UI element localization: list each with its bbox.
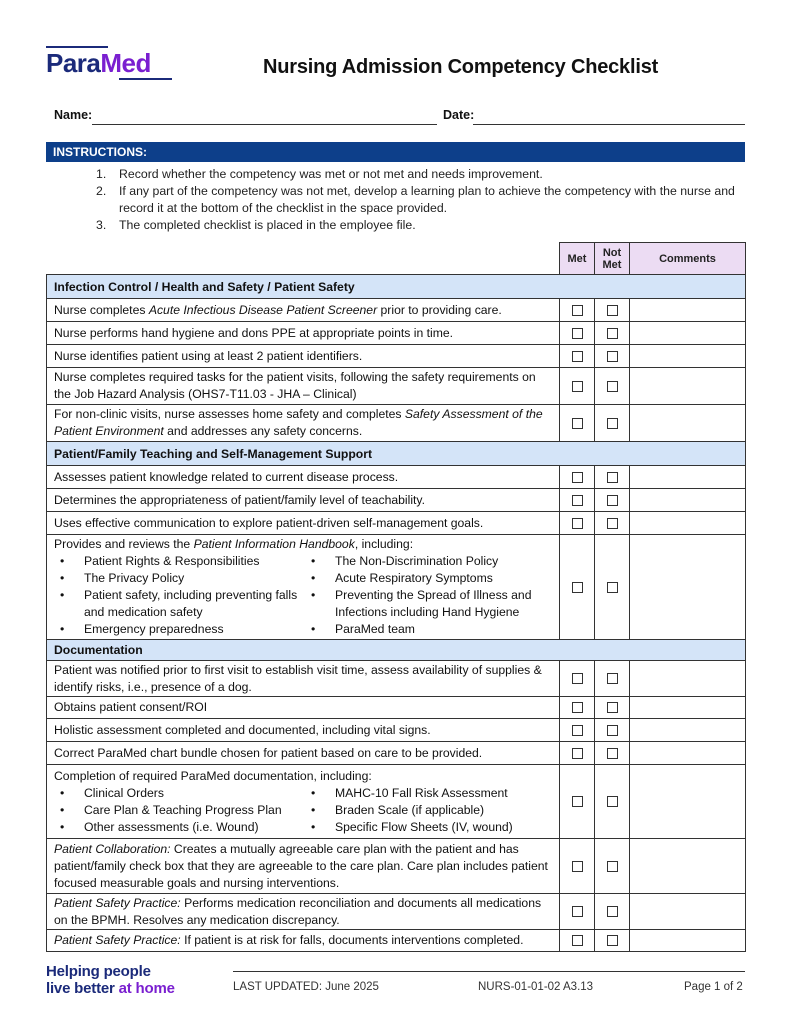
page-number: Page 1 of 2: [684, 981, 743, 993]
competency-text: [54, 768, 552, 785]
met-cell: [559, 838, 595, 894]
comments-field[interactable]: [629, 718, 746, 742]
bullet-item: • Patient Rights & Responsibilities: [54, 553, 301, 570]
bullet-item: • Emergency preparedness: [54, 621, 301, 638]
met-cell: [559, 741, 595, 765]
section-header: [46, 639, 746, 661]
competency-text-part: Provides and reviews the: [54, 537, 194, 551]
instruction-number: 3.: [96, 218, 107, 232]
competency-text: [54, 492, 552, 509]
competency-text-part: Creates a mutually agreeable care plan with the patient and has patient/family check box that they are agreeable to the care plan. Care plan includes patient focused measurable goals and nursing interventions.: [54, 841, 548, 890]
instruction-text: If any part of the competency was not met, develop a learning plan to achieve the competency with the nurse and record it at the bottom of the checklist in the space provided.: [119, 184, 735, 215]
bullet-item: • ParaMed team: [305, 621, 552, 638]
met-checkbox[interactable]: [572, 518, 583, 529]
competency-text-part: Uses effective communication to explore patient-driven self-management goals.: [54, 515, 484, 530]
not-met-cell: [594, 404, 630, 442]
comments-header-label: Comments: [659, 252, 716, 265]
not-met-checkbox[interactable]: [607, 418, 618, 429]
section-title: Documentation: [54, 643, 143, 657]
met-checkbox[interactable]: [572, 495, 583, 506]
competency-text-part: Holistic assessment completed and documented, including vital signs.: [54, 722, 431, 737]
last-updated: LAST UPDATED: June 2025: [233, 981, 379, 993]
not-met-checkbox[interactable]: [607, 796, 618, 807]
comments-field[interactable]: [629, 534, 746, 640]
footer-tagline: [46, 963, 175, 997]
comments-field[interactable]: [629, 298, 746, 322]
not-met-cell: [594, 298, 630, 322]
competency-text-part: Assesses patient knowledge related to current disease process.: [54, 469, 399, 484]
competency-text: [54, 699, 552, 716]
bullet-item: • Acute Respiratory Symptoms: [305, 570, 552, 587]
competency-text-part: Obtains patient consent/ROI: [54, 700, 208, 714]
met-checkbox[interactable]: [572, 381, 583, 392]
competency-description: [46, 465, 560, 489]
competency-text-part: , including:: [354, 537, 414, 551]
met-checkbox[interactable]: [572, 702, 583, 713]
paramed-logo: [46, 44, 176, 84]
comments-column-header: [629, 242, 746, 275]
bullet-item: • Other assessments (i.e. Wound): [54, 819, 301, 836]
instruction-item: [96, 166, 736, 183]
competency-description: [46, 367, 560, 405]
met-cell: [559, 696, 595, 719]
competency-text-part: Correct ParaMed chart bundle chosen for patient based on care to be provided.: [54, 745, 483, 760]
not-met-cell: [594, 929, 630, 952]
met-header-label: Met: [567, 252, 587, 265]
tagline-line2: [46, 980, 175, 997]
competency-text-part: Nurse identifies patient using at least 2 patient identifiers.: [54, 348, 363, 363]
comments-field[interactable]: [629, 367, 746, 405]
not-met-checkbox[interactable]: [607, 518, 618, 529]
met-checkbox[interactable]: [572, 351, 583, 362]
not-met-checkbox[interactable]: [607, 748, 618, 759]
met-checkbox[interactable]: [572, 935, 583, 946]
not-met-checkbox[interactable]: [607, 351, 618, 362]
competency-text: [54, 469, 552, 486]
competency-text: [54, 932, 552, 949]
bullet-item: • The Privacy Policy: [54, 570, 301, 587]
competency-description: [46, 344, 560, 368]
met-checkbox[interactable]: [572, 796, 583, 807]
not-met-checkbox[interactable]: [607, 906, 618, 917]
competency-description: [46, 838, 560, 894]
logo-wordmark: [46, 48, 151, 78]
met-checkbox[interactable]: [572, 861, 583, 872]
not-met-cell: [594, 367, 630, 405]
competency-category: Patient Safety Practice:: [54, 895, 181, 910]
comments-field[interactable]: [629, 344, 746, 368]
bullet-item: • MAHC-10 Fall Risk Assessment: [305, 785, 552, 802]
comments-field[interactable]: [629, 404, 746, 442]
met-cell: [559, 367, 595, 405]
not-met-checkbox[interactable]: [607, 673, 618, 684]
instruction-number: 1.: [96, 167, 107, 181]
met-cell: [559, 660, 595, 697]
instruction-item: [96, 183, 736, 217]
competency-text-part: Nurse completes: [54, 302, 149, 317]
not-met-checkbox[interactable]: [607, 702, 618, 713]
logo-med: Med: [100, 48, 151, 78]
competency-description: [46, 929, 560, 952]
comments-field[interactable]: [629, 929, 746, 952]
competency-text-part: Nurse completes required tasks for the patient visits, following the safety requirements on the Job Hazard Analysis (OHS7-T11.03 - JHA – Clinical): [54, 370, 536, 401]
not-met-checkbox[interactable]: [607, 305, 618, 316]
bullet-item: • Specific Flow Sheets (IV, wound): [305, 819, 552, 836]
competency-text-part: If patient is at risk for falls, documents interventions completed.: [180, 933, 524, 947]
met-cell: [559, 893, 595, 930]
competency-text-part: prior to providing care.: [377, 302, 502, 317]
competency-text: [54, 325, 552, 342]
section-header: [46, 274, 746, 299]
bullet-list: [54, 553, 552, 638]
competency-document-title: Safety Assessment of the Patient Environment: [54, 407, 543, 438]
instruction-number: 2.: [96, 184, 107, 198]
name-field[interactable]: [92, 124, 437, 125]
competency-description: [46, 511, 560, 535]
not-met-checkbox[interactable]: [607, 725, 618, 736]
competency-text-part: Completion of required ParaMed documentation, including:: [54, 768, 372, 783]
instructions-heading: INSTRUCTIONS:: [46, 142, 745, 162]
not-met-cell: [594, 893, 630, 930]
met-cell: [559, 298, 595, 322]
met-cell: [559, 764, 595, 839]
not-met-cell: [594, 534, 630, 640]
competency-description: [46, 488, 560, 512]
not-met-checkbox[interactable]: [607, 381, 618, 392]
met-checkbox[interactable]: [572, 472, 583, 483]
page-title: Nursing Admission Competency Checklist: [263, 56, 659, 78]
not-met-cell: [594, 465, 630, 489]
met-cell: [559, 404, 595, 442]
competency-description: [46, 718, 560, 742]
competency-description: [46, 534, 560, 640]
met-column-header: [559, 242, 595, 275]
not-met-checkbox[interactable]: [607, 935, 618, 946]
instructions-list: [96, 166, 736, 234]
met-checkbox[interactable]: [572, 906, 583, 917]
instruction-text: Record whether the competency was met or not met and needs improvement.: [119, 167, 543, 181]
not-met-checkbox[interactable]: [607, 328, 618, 339]
comments-field[interactable]: [629, 764, 746, 839]
comments-field[interactable]: [629, 893, 746, 930]
met-cell: [559, 929, 595, 952]
comments-field[interactable]: [629, 321, 746, 345]
competency-text-part: Nurse performs hand hygiene and dons PPE at appropriate points in time.: [54, 325, 454, 340]
logo-bar-bottom: [119, 78, 172, 80]
competency-description: [46, 321, 560, 345]
section-header: [46, 441, 746, 466]
comments-field[interactable]: [629, 488, 746, 512]
date-field[interactable]: [473, 124, 745, 125]
competency-text: [54, 662, 552, 696]
competency-text-part: Determines the appropriateness of patient/family level of teachability.: [54, 492, 426, 507]
document-code: NURS-01-01-02 A3.13: [478, 981, 594, 993]
competency-text: [54, 302, 552, 319]
not-met-cell: [594, 838, 630, 894]
not-met-column-header: [594, 242, 630, 275]
instruction-text: The completed checklist is placed in the employee file.: [119, 218, 416, 232]
met-cell: [559, 344, 595, 368]
section-title: Infection Control / Health and Safety / Patient Safety: [54, 279, 355, 294]
not-met-checkbox[interactable]: [607, 582, 618, 593]
met-cell: [559, 465, 595, 489]
met-checkbox[interactable]: [572, 418, 583, 429]
competency-description: [46, 298, 560, 322]
met-cell: [559, 511, 595, 535]
bullet-item: • The Non-Discrimination Policy: [305, 553, 552, 570]
competency-text: [54, 745, 552, 762]
not-met-checkbox[interactable]: [607, 472, 618, 483]
comments-field[interactable]: [629, 465, 746, 489]
competency-description: [46, 696, 560, 719]
not-met-cell: [594, 660, 630, 697]
met-cell: [559, 321, 595, 345]
date-label: Date:: [443, 108, 475, 122]
competency-description: [46, 404, 560, 442]
not-met-cell: [594, 696, 630, 719]
competency-text-part: Performs medication reconciliation and documents all medications on the BPMH. Resolves any medication discrepancy.: [54, 895, 542, 927]
not-met-cell: [594, 764, 630, 839]
met-cell: [559, 488, 595, 512]
bullet-item: • Care Plan & Teaching Progress Plan: [54, 802, 301, 819]
competency-category: Patient Safety Practice:: [54, 933, 181, 947]
instruction-item: [96, 217, 736, 234]
competency-text: [54, 722, 552, 739]
bullet-item: • Braden Scale (if applicable): [305, 802, 552, 819]
met-checkbox[interactable]: [572, 582, 583, 593]
bullet-item: • Patient safety, including preventing falls and medication safety: [54, 587, 301, 621]
met-checkbox[interactable]: [572, 305, 583, 316]
section-title: Patient/Family Teaching and Self-Management Support: [54, 446, 373, 461]
competency-text: [54, 895, 552, 929]
comments-field[interactable]: [629, 660, 746, 697]
competency-text: [54, 369, 552, 403]
not-met-cell: [594, 344, 630, 368]
competency-document-title: Patient Information Handbook: [193, 537, 355, 551]
not-met-cell: [594, 488, 630, 512]
met-checkbox[interactable]: [572, 725, 583, 736]
comments-field[interactable]: [629, 511, 746, 535]
competency-description: [46, 741, 560, 765]
not-met-cell: [594, 718, 630, 742]
competency-text: [54, 841, 552, 892]
logo-para: Para: [46, 48, 101, 78]
met-checkbox[interactable]: [572, 673, 583, 684]
tagline-part-b: at home: [118, 980, 175, 997]
bullet-item: • Preventing the Spread of Illness and Infections including Hand Hygiene: [305, 587, 552, 621]
bullet-list: [54, 785, 552, 836]
competency-description: [46, 893, 560, 930]
not-met-cell: [594, 321, 630, 345]
competency-text: [54, 348, 552, 365]
comments-field[interactable]: [629, 838, 746, 894]
met-checkbox[interactable]: [572, 328, 583, 339]
competency-description: [46, 764, 560, 839]
not-met-cell: [594, 511, 630, 535]
not-met-checkbox[interactable]: [607, 861, 618, 872]
footer-divider: [233, 971, 745, 972]
met-checkbox[interactable]: [572, 748, 583, 759]
met-cell: [559, 718, 595, 742]
competency-text: [54, 515, 552, 532]
tagline-line1: Helping people: [46, 963, 151, 980]
tagline-part-a: live better: [46, 980, 119, 997]
competency-text-part: For non-clinic visits, nurse assesses home safety and completes: [54, 407, 405, 421]
competency-document-title: Acute Infectious Disease Patient Screener: [148, 302, 378, 317]
competency-text-part: and addresses any safety concerns.: [163, 424, 363, 438]
met-cell: [559, 534, 595, 640]
not-met-cell: [594, 741, 630, 765]
competency-category: Patient Collaboration:: [54, 841, 171, 856]
comments-field[interactable]: [629, 741, 746, 765]
competency-text: [54, 406, 552, 440]
comments-field[interactable]: [629, 696, 746, 719]
competency-description: [46, 660, 560, 697]
competency-text: [54, 536, 552, 553]
bullet-item: • Clinical Orders: [54, 785, 301, 802]
not-met-header-label: Not Met: [602, 246, 622, 271]
competency-text-part: Patient was notified prior to first visit to establish visit time, assess availability of supplies & identify risks, i.e., presence of a dog.: [54, 662, 542, 694]
not-met-checkbox[interactable]: [607, 495, 618, 506]
name-label: Name:: [54, 108, 93, 122]
